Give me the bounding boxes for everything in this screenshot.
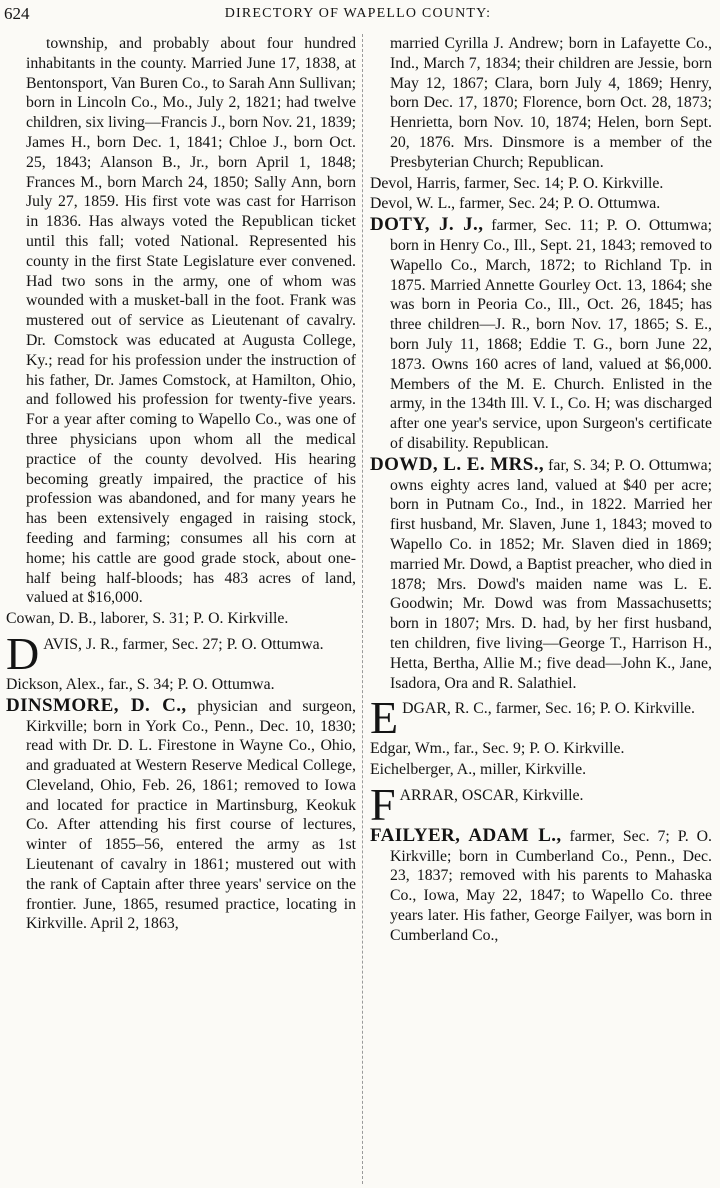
right-column bbox=[370, 34, 712, 947]
entry-dinsmore-name: DINSMORE, D. C., bbox=[6, 694, 187, 716]
entry-dowd bbox=[370, 455, 712, 694]
entry-dowd-name: DOWD, L. E. MRS., bbox=[370, 453, 545, 475]
entry-edgar-rc bbox=[370, 699, 712, 737]
entry-edgar-wm: Edgar, Wm., far., Sec. 9; P. O. Kirkville. bbox=[370, 740, 625, 758]
entry-doty-name: DOTY, J. J., bbox=[370, 214, 484, 236]
entry-devol-wl: Devol, W. L., farmer, Sec. 24; P. O. Ottumwa. bbox=[370, 195, 661, 213]
left-column bbox=[6, 34, 356, 935]
entry-farrar bbox=[370, 786, 712, 824]
entry-doty-text: farmer, Sec. 11; P. O. Ottumwa; born in Henry Co., Ill., Sept. 21, 1843; removed to Wapello Co., March, 1872; to Richland Tp. in 1875. Married Annette Gourley Oct. 13, 1864; she was born in Peoria Co., Ill., Oct. 26, 1845; has three children—J. R., born Nov. 17, 1865; S. E., born July 11, 1868; Eddie T. G., born June 22, 1873. Owns 160 acres of land, valued at $6,000. Members of the M. E. Church. Enlisted in the army, in the 134th Ill. V. I., Co. H; was discharged after one year's service, upon Surgeon's certificate of disability. Republican. bbox=[390, 217, 712, 452]
entry-farrar-text: ARRAR, OSCAR, Kirkville. bbox=[399, 786, 584, 804]
running-title: DIRECTORY OF WAPELLO COUNTY: bbox=[224, 6, 492, 21]
drop-cap-e: E bbox=[370, 699, 399, 738]
entry-dinsmore bbox=[6, 696, 356, 935]
entry-dowd-text: far, S. 34; P. O. Ottumwa; owns eighty acres land, valued at $40 per acre; born in Putnam Co., Ind., in 1822. Married her first husband, Mr. Slaven, June 1, 1843; moved to Wapello Co. in 1852; Mr. Slaven died in 1869; married Mr. Dowd, a Baptist preacher, who died in 1878; Mrs. Dowd's maiden name was L. E. Goodwin; Mr. Dowd was from Massachusetts; born in 1807; Mrs. D. had, by her first husband, ten children, five living—George T., Harrison H., Hetta, Bertha, Allie M.; five dead—John K., Jane, Isadora, Ora and R. Salathiel. bbox=[390, 456, 712, 692]
page-header bbox=[4, 4, 712, 26]
column-divider bbox=[362, 34, 363, 1184]
entry-failyer-text: farmer, Sec. 7; P. O. Kirkville; born in Cumberland Co., Penn., Dec. 23, 1837; removed with his parents to Mahaska Co., Iowa, May 22, 1847; to Wapello Co. three years later. His father, George Failyer, was born in Cumberland Co., bbox=[390, 827, 712, 944]
entry-eichelberger: Eichelberger, A., miller, Kirkville. bbox=[370, 761, 587, 779]
page-number: 624 bbox=[4, 4, 30, 23]
entry-failyer bbox=[370, 826, 712, 946]
entry-dinsmore-continued: married Cyrilla J. Andrew; born in Lafayette Co., Ind., March 7, 1834; their children are Jessie, born May 12, 1867; Clara, born July 4, 1869; Henry, born Dec. 17, 1870; Florence, born Oct. 28, 1873; Henrietta, born Nov. 10, 1874; Helen, born Sept. 20, 1876. Mrs. Dinsmore is a member of the Presbyterian Church; Republican. bbox=[390, 35, 712, 171]
entry-comstock-continued: township, and probably about four hundred inhabitants in the county. Married June 17, 1838, at Bentonsport, Van Buren Co., to Sarah Ann Sullivan; born in Lincoln Co., Mo., July 2, 1821; had twelve children, six living—Francis J., born Nov. 21, 1839; James H., born Dec. 1, 1841; Chloe J., born Oct. 25, 1843; Alanson B., Jr., born April 1, 1848; Frances M., born March 24, 1850; Sally Ann, born July 27, 1859. His first vote was cast for Harrison in 1836. Has always voted the Republican ticket until this fall; voted National. Represented his county in the first State Legislature ever convened. Had two sons in the army, one of whom was wounded with a musket-ball in the foot. Frank was mustered out of service as Lieutenant of cavalry. Dr. Comstock was educated at Augusta College, Ky.; read for his profession under the instruction of his father, Dr. James Comstock, at Hamilton, Ohio, and followed his profession for twenty-five years. For a year after coming to Wapello Co., was one of three physicians upon whom all the medical practice of the county devolved. His hearing becoming greatly impaired, the practice of his profession was abandoned, and for many years he has been extensively engaged in raising stock, feeding and farming; consumes all his corn at home; his cattle are good grade stock, about one-half being half-bloods; has 483 acres of land, valued at $16,000. bbox=[26, 35, 356, 607]
entry-davis-text: AVIS, J. R., farmer, Sec. 27; P. O. Ottumwa. bbox=[43, 635, 324, 653]
entry-edgar-rc-text: DGAR, R. C., farmer, Sec. 16; P. O. Kirkville. bbox=[402, 700, 696, 718]
entry-devol-harris: Devol, Harris, farmer, Sec. 14; P. O. Kirkville. bbox=[370, 174, 664, 192]
entry-davis bbox=[6, 635, 356, 673]
entry-dickson: Dickson, Alex., far., S. 34; P. O. Ottumwa. bbox=[6, 675, 275, 693]
drop-cap-d: D bbox=[6, 634, 40, 673]
entry-dinsmore-text: physician and surgeon, Kirkville; born in York Co., Penn., Dec. 10, 1830; read with Dr. D. L. Firestone in Wayne Co., Ohio, and graduated at Western Reserve Medical College, Cleveland, Ohio, Feb. 26, 1861; removed to Iowa and located for practice in Martinsburg, Keokuk Co. After attending his first course of lectures, winter of 1855–56, entered the army as 1st Lieutenant of cavalry in 1861; mustered out with the rank of Captain after three years' service on the frontier. June, 1865, resumed practice, locating in Kirkville. April 2, 1863, bbox=[26, 697, 356, 933]
entry-failyer-name: FAILYER, ADAM L., bbox=[370, 824, 562, 846]
entry-cowan: Cowan, D. B., laborer, S. 31; P. O. Kirkville. bbox=[6, 610, 289, 628]
entry-doty bbox=[370, 215, 712, 454]
drop-cap-f: F bbox=[370, 785, 396, 824]
